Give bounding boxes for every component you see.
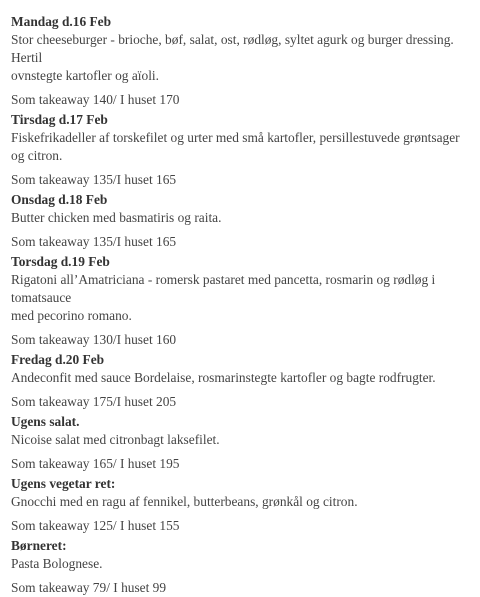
price-line: Som takeaway 175/I huset 205 (11, 394, 177, 409)
dish-description: ovnstegte kartofler og aïoli. (11, 68, 159, 83)
day-heading: Onsdag d.18 Feb (11, 192, 108, 207)
menu-kids-dish (11, 537, 473, 597)
dish-description: med pecorino romano. (11, 308, 132, 323)
menu-day-friday (11, 351, 473, 411)
section-heading: Ugens vegetar ret: (11, 476, 116, 491)
price-line: Som takeaway 135/I huset 165 (11, 172, 177, 187)
day-heading: Mandag d.16 Feb (11, 14, 112, 29)
price-line: Som takeaway 140/ I huset 170 (11, 92, 180, 107)
price-line: Som takeaway 79/ I huset 99 (11, 580, 167, 595)
section-heading: Børneret: (11, 538, 67, 553)
menu-day-monday (11, 13, 473, 109)
dish-description: Fiskefrikadeller af torskefilet og urter med små kartofler, persillestuvede grøntsager og citron. (11, 130, 460, 163)
day-heading: Tirsdag d.17 Feb (11, 112, 108, 127)
price-line: Som takeaway 125/ I huset 155 (11, 518, 180, 533)
price-line: Som takeaway 130/I huset 160 (11, 332, 177, 347)
dish-description: Gnocchi med en ragu af fennikel, butterbeans, grønkål og citron. (11, 494, 358, 509)
section-heading: Ugens salat. (11, 414, 80, 429)
dish-description: Stor cheeseburger - brioche, bøf, salat, ost, rødløg, syltet agurk og burger dressing. Hertil (11, 32, 454, 65)
price-line: Som takeaway 165/ I huset 195 (11, 456, 180, 471)
weekly-menu (11, 13, 473, 597)
price-line: Som takeaway 135/I huset 165 (11, 234, 177, 249)
day-heading: Fredag d.20 Feb (11, 352, 105, 367)
dish-description: Pasta Bolognese. (11, 556, 103, 571)
menu-weekly-salad (11, 413, 473, 473)
menu-weekly-vegetarian (11, 475, 473, 535)
day-heading: Torsdag d.19 Feb (11, 254, 110, 269)
menu-day-wednesday (11, 191, 473, 251)
dish-description: Nicoise salat med citronbagt laksefilet. (11, 432, 220, 447)
dish-description: Butter chicken med basmatiris og raita. (11, 210, 222, 225)
dish-description: Rigatoni all’Amatriciana - romersk pastaret med pancetta, rosmarin og rødløg i tomatsauce (11, 272, 436, 305)
menu-day-thursday (11, 253, 473, 349)
menu-day-tuesday (11, 111, 473, 189)
dish-description: Andeconfit med sauce Bordelaise, rosmarinstegte kartofler og bagte rodfrugter. (11, 370, 436, 385)
